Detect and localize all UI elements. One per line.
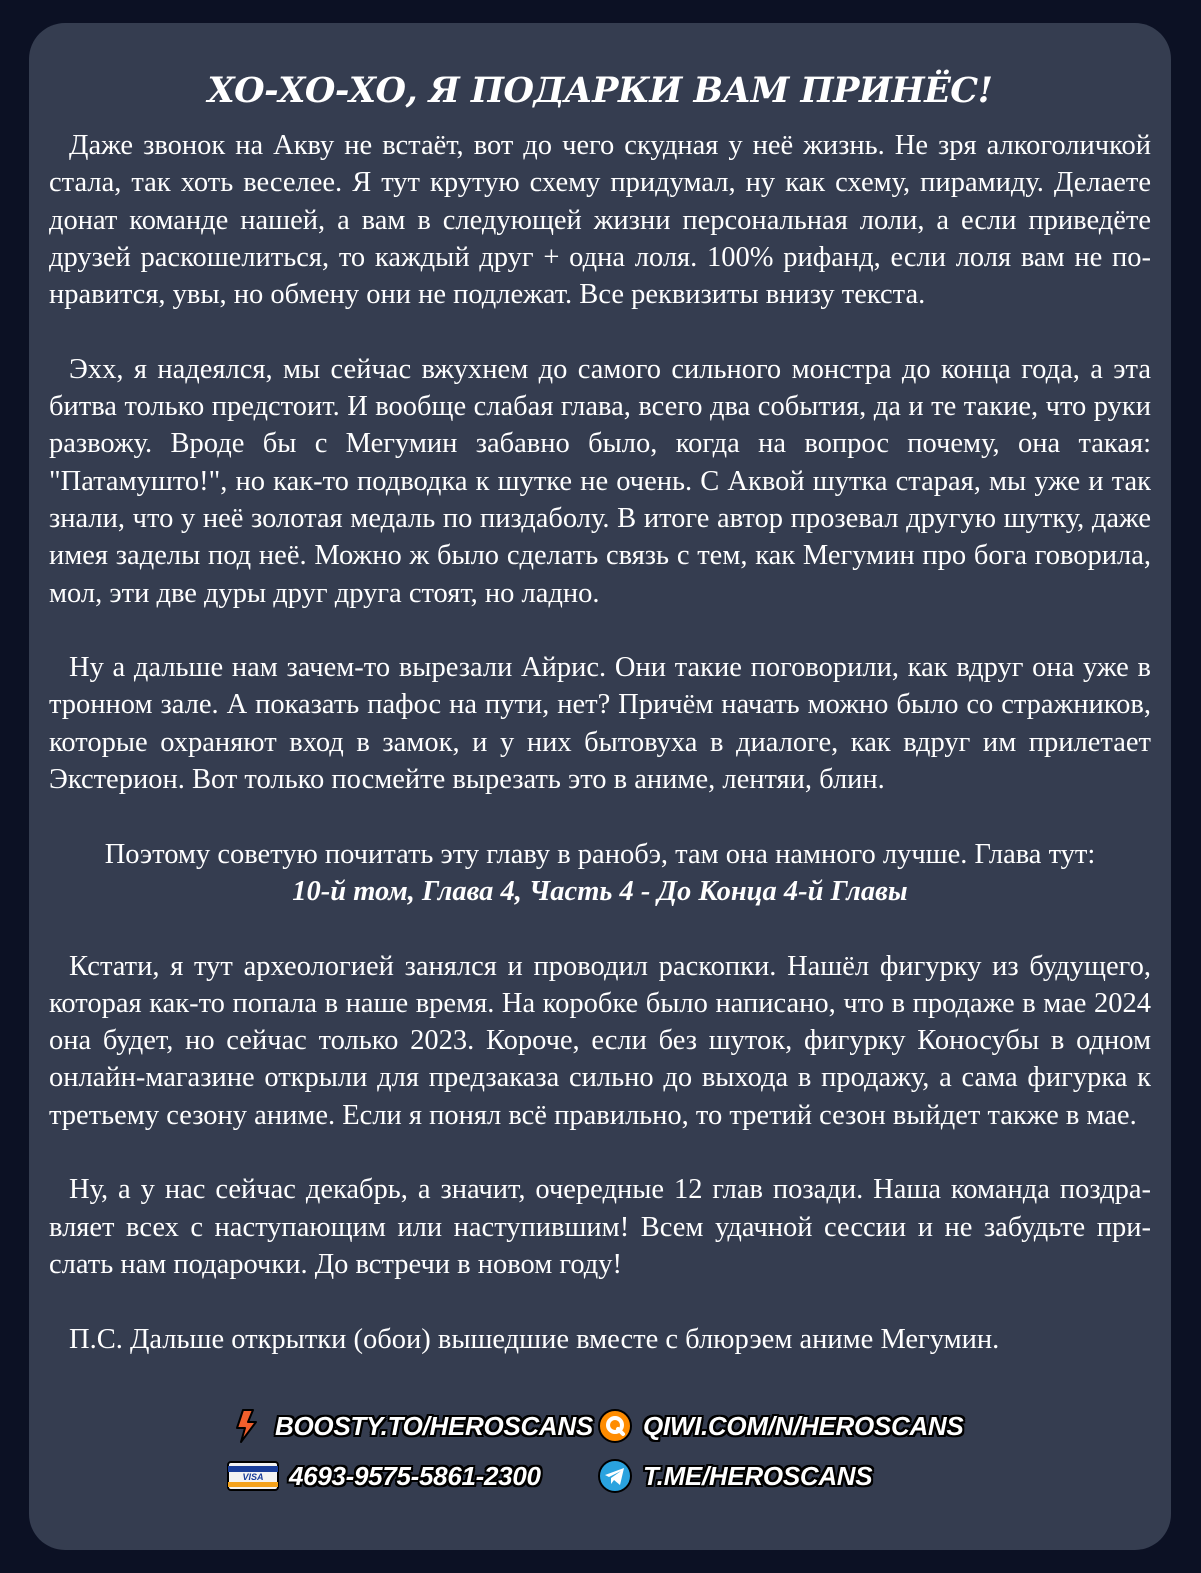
telegram-icon [597, 1458, 633, 1494]
page-title: ХО-ХО-ХО, Я ПОДАРКИ ВАМ ПРИНЁС! [207, 70, 993, 111]
text-panel [29, 23, 1171, 1550]
visa-label: VISA [242, 1472, 264, 1482]
paragraph: Ну а дальше нам зачем-то вырезали Айрис. Они такие поговорили, как вдруг она уже в тронном зале. А показать пафос на пути, нет? Причём начать можно было со стражников, которые охраняют вход в замок, и у них бытовуха в диалоге, как вдруг им прилетает Экстерион. Вот только посмейте вырезать это в аниме, лентяи, блин. [49, 652, 1151, 796]
paragraph: Даже звонок на Акву не встаёт, вот до чего скудная у неё жизнь. Не зря алкоголичкой стала, так хоть веселее. Я тут крутую схему придумал, ну как схему, пирамиду. Делаете донат команде нашей, а вам в следующей жизни персональная лоли, а если приведёте друзей раскошелиться, то каждый друг + одна лоля. 100% рифанд, если лоля вам не понравится, увы, но обмену они не подлежат. Все реквизиты внизу текста. [49, 130, 1151, 311]
paragraph: П.С. Дальше открытки (обои) вышедшие вместе с блюрэем аниме Мегумин. [69, 1323, 1000, 1355]
donation-links [29, 1408, 1171, 1508]
paragraph: Поэтому советую почитать эту главу в ранобэ, там она намного лучше. Глава тут: [104, 838, 1096, 870]
card-number[interactable]: VISA 4693-9575-5861-2300 [227, 1458, 541, 1494]
paragraph: Ну, а у нас сейчас декабрь, а значит, очередные 12 глав позади. Наша команда поздравляет всех с наступающим или наступившим! Всем удачной сессии и не забудьте прислать нам подарочки. До встречи в новом году! [49, 1174, 1151, 1280]
paragraph: Эхх, я надеялся, мы сейчас вжухнем до самого сильного монстра до конца года, а эта битва только предстоит. И вообще слабая глава, всего два события, да и те такие, что руки развожу. Вроде бы с Мегумин забавно было, когда на вопрос почему, она такая: "Патамушто!", но как-то подводка к шутке не очень. С Аквой шутка старая, мы уже и так знали, что у неё золотая медаль по пиздаболу. В итоге автор прозевал другую шутку, даже имея заделы под неё. Можно ж было сделать связь с тем, как Мегумин про бога говорила, мол, эти две дуры друг друга стоят, но ладно. [49, 353, 1151, 609]
boosty-link[interactable]: BOOSTY.TO/HEROSCANS [229, 1408, 593, 1444]
article-body [49, 127, 1151, 1358]
paragraph: Кстати, я тут археологией занялся и проводил раскопки. Нашёл фигурку из будущего, которая как-то попала в наше время. На коробке было написано, что в продаже в мае 2024 она будет, но сейчас только 2023. Короче, если без шуток, фигурку Коносубы в одном онлайн-магазине открыли для предзаказа сильно до выхода в продажу, а сама фигурка к третьему сезону аниме. Если я понял всё правильно, то третий сезон выйдет также в мае. [49, 950, 1151, 1131]
qiwi-icon [597, 1408, 633, 1444]
qiwi-link[interactable]: QIWI.COM/N/HEROSCANS [597, 1408, 963, 1444]
boosty-icon [229, 1408, 265, 1444]
telegram-link[interactable]: T.ME/HEROSCANS [597, 1458, 872, 1494]
visa-card-icon [227, 1458, 279, 1494]
chapter-link[interactable]: 10-й том, Глава 4, Часть 4 - До Конца 4-й Главы [292, 875, 908, 907]
